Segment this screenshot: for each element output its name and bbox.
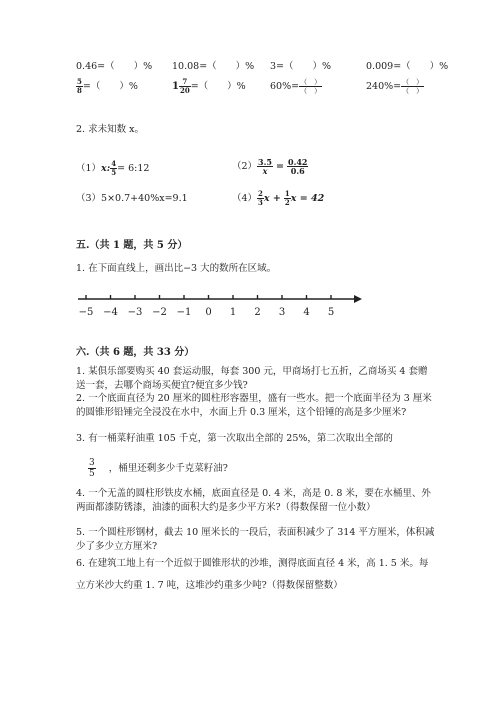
conv-item-4: 0.009=（ ）% bbox=[366, 61, 449, 72]
problem-3: 3. 有一桶菜籽油重 105 千克，第一次取出全部的 25%，第二次取出全部的 bbox=[76, 433, 393, 444]
problem-4: 4. 一个无盖的圆柱形铁皮水桶，底面直径是 0. 4 米，高是 0. 8 米，要在水桶里、外两面都漆防锈漆，油漆的面积大约是多少平方米?（得数保留一位小数） bbox=[76, 488, 431, 513]
number-line-label: −1 bbox=[176, 307, 192, 318]
number-line-label: 5 bbox=[327, 307, 335, 318]
section-5-question: 1. 在下面直线上，画出比−3 大的数所在区域。 bbox=[76, 263, 277, 274]
problem-2: 2. 一个底面直径为 20 厘米的圆柱形容器里，盛有一些水。把一个底面半径为 3 厘米的圆锥形铅锤完全浸没在水中，水面上升 0.3 厘米，这个铅锤的高是多少厘米? bbox=[76, 393, 432, 418]
arrow-icon bbox=[354, 295, 362, 303]
number-line-label: 1 bbox=[229, 307, 237, 318]
equation-4: （4） $\frac{2}{3}$ x + $\frac{1}{2}$ x = 42 bbox=[232, 189, 325, 207]
number-line-label: −2 bbox=[152, 307, 167, 318]
blank-fraction: $\frac{( )}{( )}$ bbox=[402, 78, 424, 95]
fraction: $\frac{5}{8}$ bbox=[77, 77, 82, 95]
fraction: $\frac{7}{20}$ bbox=[179, 77, 190, 95]
equation-2: （2） $\frac{3.5}{x}$ = $\frac{0.42}{0.6}$ bbox=[232, 157, 308, 176]
number-line-label: 4 bbox=[303, 307, 310, 318]
number-line-label: 3 bbox=[278, 307, 286, 318]
problem-3-continued: $\frac{3}{5}$ ，桶里还剩多少千克菜籽油? bbox=[89, 458, 228, 479]
section-6-heading: 六.（共 6 题，共 33 分） bbox=[76, 347, 195, 358]
number-line-label: 2 bbox=[254, 307, 261, 318]
fraction: $\frac{2}{3}$ bbox=[258, 189, 263, 207]
section-5-heading: 五.（共 1 题，共 5 分） bbox=[76, 240, 188, 251]
fraction: $\frac{3.5}{x}$ bbox=[258, 157, 272, 176]
problem-5: 5. 一个圆柱形钢材，截去 10 厘米长的一段后，表面积减少了 314 平方厘米，体积减少了多少立方厘米? bbox=[76, 527, 435, 552]
number-line-label: −5 bbox=[78, 307, 94, 318]
fraction: $\frac{4}{5}$ bbox=[111, 159, 117, 177]
equation-1: （1）x: $\frac{4}{5}$ = 6:12 bbox=[76, 159, 150, 177]
conv-item-3: 3=（ ）% bbox=[270, 61, 332, 72]
fraction: $\frac{0.42}{0.6}$ bbox=[288, 157, 308, 176]
fraction: $\frac{3}{5}$ bbox=[89, 458, 95, 479]
conv-item-5: $\frac{5}{8}$ =（ ）% bbox=[77, 77, 138, 95]
equation-3: （3）5×0.7+40%x=9.1 bbox=[76, 193, 188, 204]
conv-item-1: 0.46=（ ）% bbox=[76, 61, 153, 72]
conv-item-2: 10.08=（ ）% bbox=[172, 61, 255, 72]
conv-item-6: 1 $\frac{7}{20}$ =（ ）% bbox=[172, 77, 246, 95]
conv-item-8: 240%= $\frac{( )}{( )}$ bbox=[366, 78, 424, 95]
blank-fraction: $\frac{( )}{( )}$ bbox=[300, 78, 322, 95]
number-line-label: 0 bbox=[205, 307, 212, 318]
q2-title: 2. 求未知数 x。 bbox=[76, 124, 144, 135]
conv-item-7: 60%= $\frac{( )}{( )}$ bbox=[270, 78, 322, 95]
number-line-label: −4 bbox=[103, 307, 118, 318]
number-line bbox=[70, 288, 370, 324]
number-line-label: −3 bbox=[127, 307, 143, 318]
problem-1: 1. 某俱乐部要购买 40 套运动服，每套 300 元，甲商场打七五折，乙商场买 4 套赠送一套，去哪个商场买便宜?便宜多少钱? bbox=[76, 366, 428, 391]
problem-6: 6. 在建筑工地上有一个近似于圆锥形状的沙堆，测得底面直径 4 米，高 1. 5 米。每立方米沙大约重 1. 7 吨，这堆沙约重多少吨?（得数保留整数） bbox=[76, 558, 429, 591]
fraction: $\frac{1}{2}$ bbox=[284, 189, 290, 207]
